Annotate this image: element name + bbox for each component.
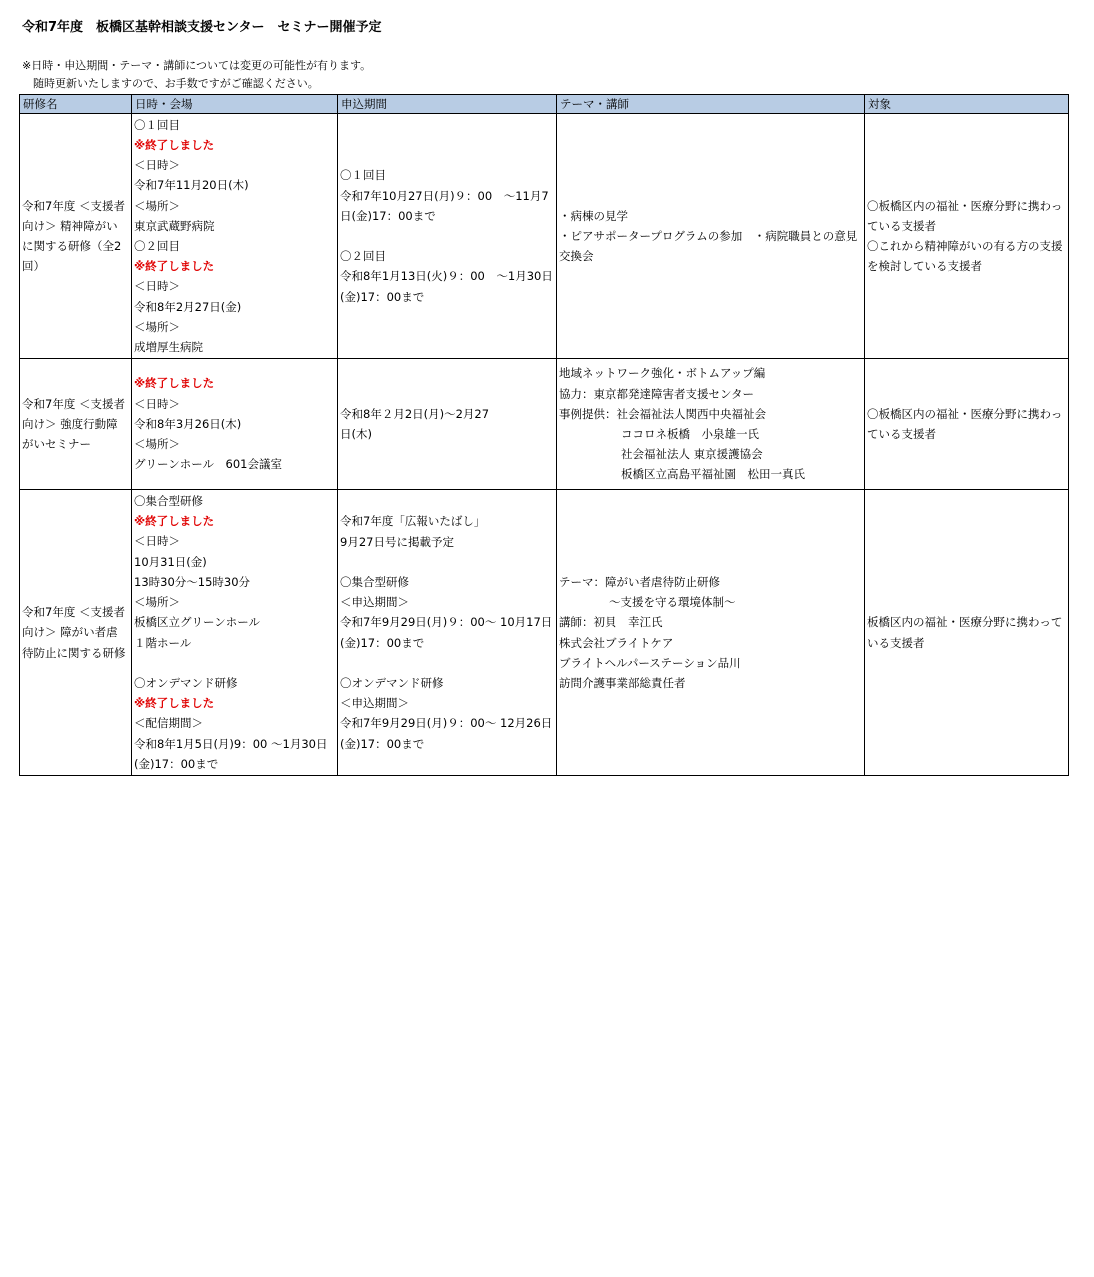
- spacer: [340, 226, 554, 246]
- ended-notice: ※終了しました: [134, 514, 215, 529]
- target-item: 〇板橋区内の福祉・医療分野に携わっている支援者: [867, 198, 1063, 233]
- target-item: 板橋区内の福祉・医療分野に携わっている支援者: [867, 615, 1063, 650]
- date-value: 令和7年11月20日(木): [134, 178, 249, 193]
- table-row: [20, 490, 1069, 776]
- datetime-cell: [132, 359, 338, 490]
- theme-item: 訪問介護事業部総責任者: [559, 675, 686, 690]
- theme-item: ・ピアサポータープログラムの参加 ・病院職員との意見交換会: [559, 228, 858, 264]
- venue-value: １階ホール: [134, 635, 192, 650]
- period-cell: [338, 359, 557, 490]
- venue-label: ＜場所＞: [134, 198, 180, 213]
- ended-notice: ※終了しました: [134, 696, 215, 711]
- date-label: ＜日時＞: [134, 158, 180, 173]
- date-value: 令和8年3月26日(木): [134, 416, 242, 431]
- theme-item: テーマ：障がい者虐待防止研修: [559, 574, 720, 589]
- seminar-schedule-table: [19, 94, 1069, 776]
- target-cell: [865, 114, 1069, 359]
- theme-item: ココロネ板橋 小泉雄一氏: [621, 427, 759, 441]
- datetime-cell: [132, 114, 338, 359]
- theme-item: 地域ネットワーク強化・ボトムアップ編: [559, 366, 766, 381]
- venue-label: ＜場所＞: [134, 437, 180, 452]
- period-cell: [338, 490, 557, 776]
- date-value: 令和8年2月27日(金): [134, 299, 242, 314]
- period-label: ＜申込期間＞: [340, 696, 409, 711]
- venue-value: 板橋区立グリーンホール: [134, 615, 261, 630]
- ended-notice: ※終了しました: [134, 259, 215, 274]
- session-label: 〇オンデマンド研修: [134, 675, 238, 690]
- ended-notice: ※終了しました: [134, 137, 215, 152]
- delivery-value: 令和8年1月5日(月)9：00 ～1月30日(金)17：00まで: [134, 736, 328, 771]
- seminar-name: 令和7年度 ＜支援者向け＞ 障がい者虐待防止に関する研修: [22, 605, 126, 660]
- venue-label: ＜場所＞: [134, 595, 180, 610]
- period-label: ＜申込期間＞: [340, 595, 409, 610]
- seminar-name: 令和7年度 ＜支援者向け＞ 強度行動障がいセミナー: [22, 396, 125, 452]
- period-value: 令和7年10月27日(月)９：00 ～11月7日(金)17：00まで: [340, 188, 549, 223]
- seminar-name-cell: [20, 114, 132, 359]
- header-target: 対象: [865, 95, 1069, 114]
- table-row: [20, 114, 1069, 359]
- datetime-cell: [132, 490, 338, 776]
- delivery-label: ＜配信期間＞: [134, 716, 203, 731]
- header-period: 申込期間: [338, 95, 557, 114]
- period-value: 令和8年1月13日(火)９：00 ～1月30日(金)17：00まで: [340, 269, 553, 304]
- date-label: ＜日時＞: [134, 396, 180, 411]
- target-item: 〇これから精神障がいの有る方の支援を検討している支援者: [867, 239, 1063, 274]
- theme-cell: [557, 114, 865, 359]
- target-item: 〇板橋区内の福祉・医療分野に携わっている支援者: [867, 406, 1063, 441]
- theme-item: 講師：初貝 幸江氏: [559, 615, 663, 630]
- spacer: [340, 552, 554, 572]
- period-cell: [338, 114, 557, 359]
- header-name: 研修名: [20, 95, 132, 114]
- date-label: ＜日時＞: [134, 534, 180, 549]
- theme-item: ・病棟の見学: [559, 208, 628, 223]
- session-label: 〇集合型研修: [340, 574, 409, 589]
- venue-value: グリーンホール 601会議室: [134, 457, 282, 472]
- period-value: 令和8年２月2日(月)～2月27日(木): [340, 406, 490, 441]
- target-cell: [865, 359, 1069, 490]
- table-row: [20, 359, 1069, 490]
- header-datetime: 日時・会場: [132, 95, 338, 114]
- header-theme: テーマ・講師: [557, 95, 865, 114]
- theme-item: 株式会社ブライトケア: [559, 635, 674, 650]
- seminar-name: 令和7年度 ＜支援者向け＞ 精神障がいに関する研修（全2回）: [22, 198, 125, 274]
- theme-cell: [557, 359, 865, 490]
- date-label: ＜日時＞: [134, 279, 180, 294]
- session-label: 〇オンデマンド研修: [340, 675, 444, 690]
- theme-item: 社会福祉法人 東京援護協会: [621, 447, 763, 462]
- ended-notice: ※終了しました: [134, 376, 215, 391]
- spacer: [340, 653, 554, 673]
- theme-item: ～支援を守る環境体制～: [609, 595, 736, 610]
- change-notice: ※日時・申込期間・テーマ・講師については変更の可能性が有ります。: [22, 59, 372, 72]
- theme-item: 板橋区立高島平福祉園 松田一真氏: [621, 467, 805, 482]
- venue-value: 成増厚生病院: [134, 340, 203, 355]
- table-header-row: [20, 95, 1069, 114]
- page-title: 令和7年度 板橋区基幹相談支援センター セミナー開催予定: [22, 20, 382, 35]
- date-value: 10月31日(金): [134, 554, 207, 569]
- period-value: 令和7年9月29日(月)９：00～ 10月17日(金)17：00まで: [340, 615, 553, 650]
- theme-item: 協力：東京都発達障害者支援センター: [559, 386, 755, 401]
- venue-label: ＜場所＞: [134, 319, 180, 334]
- time-value: 13時30分～15時30分: [134, 574, 251, 589]
- theme-item: 事例提供：社会福祉法人関西中央福祉会: [559, 406, 766, 421]
- session-label: 〇２回目: [340, 249, 386, 264]
- theme-cell: [557, 490, 865, 776]
- session-label: 〇１回目: [340, 168, 386, 183]
- period-value: 令和7年9月29日(月)９：00～ 12月26日(金)17：00まで: [340, 716, 553, 751]
- session-label: 〇２回目: [134, 239, 180, 253]
- update-notice: 随時更新いたしますので、お手数ですがご確認ください。: [33, 77, 319, 90]
- session-label: 〇１回目: [134, 117, 180, 132]
- spacer: [134, 653, 335, 673]
- target-cell: [865, 490, 1069, 776]
- period-item: 9月27日号に掲載予定: [340, 534, 454, 549]
- theme-item: ブライトヘルパーステーション品川: [559, 655, 741, 670]
- session-label: 〇集合型研修: [134, 494, 203, 509]
- seminar-name-cell: [20, 490, 132, 776]
- venue-value: 東京武蔵野病院: [134, 218, 215, 233]
- period-item: 令和7年度「広報いたばし」: [340, 514, 486, 529]
- seminar-name-cell: [20, 359, 132, 490]
